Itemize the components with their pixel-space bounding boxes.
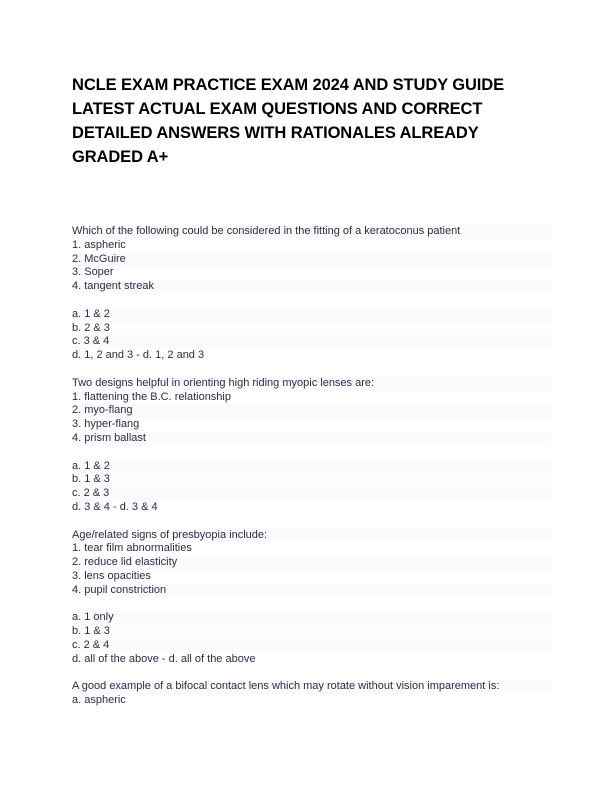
question-item: 1. flattening the B.C. relationship <box>72 391 552 405</box>
answer-option: c. 2 & 3 <box>72 487 552 501</box>
title-line: GRADED A+ <box>72 148 169 166</box>
answer-option: d. all of the above - d. all of the above <box>72 653 552 667</box>
question-block <box>72 225 552 294</box>
question-item: 1. aspheric <box>72 239 552 253</box>
question-item: 4. tangent streak <box>72 280 552 294</box>
answer-option: d. 3 & 4 - d. 3 & 4 <box>72 501 552 515</box>
title-line: NCLE EXAM PRACTICE EXAM 2024 AND STUDY GUIDE <box>72 76 505 94</box>
question-item: 4. prism ballast <box>72 432 552 446</box>
question-block <box>72 529 552 598</box>
title-line: LATEST ACTUAL EXAM QUESTIONS AND CORRECT <box>72 100 483 118</box>
answer-option: a. 1 & 2 <box>72 308 552 322</box>
question-item: 2. reduce lid elasticity <box>72 556 552 570</box>
question-item: 2. McGuire <box>72 253 552 267</box>
answer-options <box>72 460 552 515</box>
question-stem: Which of the following could be considered in the fitting of a keratoconus patient <box>72 225 552 239</box>
answer-options <box>72 308 552 363</box>
question-item: 3. Soper <box>72 266 552 280</box>
question-block <box>72 680 552 708</box>
question-stem: Two designs helpful in orienting high riding myopic lenses are: <box>72 377 552 391</box>
question-stem: A good example of a bifocal contact lens which may rotate without vision imparement is: <box>72 680 552 694</box>
answer-option: a. 1 only <box>72 611 552 625</box>
answer-option: b. 1 & 3 <box>72 473 552 487</box>
question-item: 3. hyper-flang <box>72 418 552 432</box>
question-list <box>72 225 552 722</box>
question-item: 1. tear film abnormalities <box>72 542 552 556</box>
answer-option: a. 1 & 2 <box>72 460 552 474</box>
answer-option: b. 2 & 3 <box>72 322 552 336</box>
answer-option: c. 2 & 4 <box>72 639 552 653</box>
question-item: 4. pupil constriction <box>72 584 552 598</box>
answer-option: d. 1, 2 and 3 - d. 1, 2 and 3 <box>72 349 552 363</box>
question-item: 2. myo-flang <box>72 404 552 418</box>
question-block <box>72 377 552 446</box>
title-line: DETAILED ANSWERS WITH RATIONALES ALREADY <box>72 124 479 142</box>
document-title <box>72 73 542 169</box>
answer-option: c. 3 & 4 <box>72 335 552 349</box>
answer-options <box>72 611 552 666</box>
question-stem: Age/related signs of presbyopia include: <box>72 529 552 543</box>
answer-option: b. 1 & 3 <box>72 625 552 639</box>
answer-option: a. aspheric <box>72 694 552 708</box>
question-item: 3. lens opacities <box>72 570 552 584</box>
